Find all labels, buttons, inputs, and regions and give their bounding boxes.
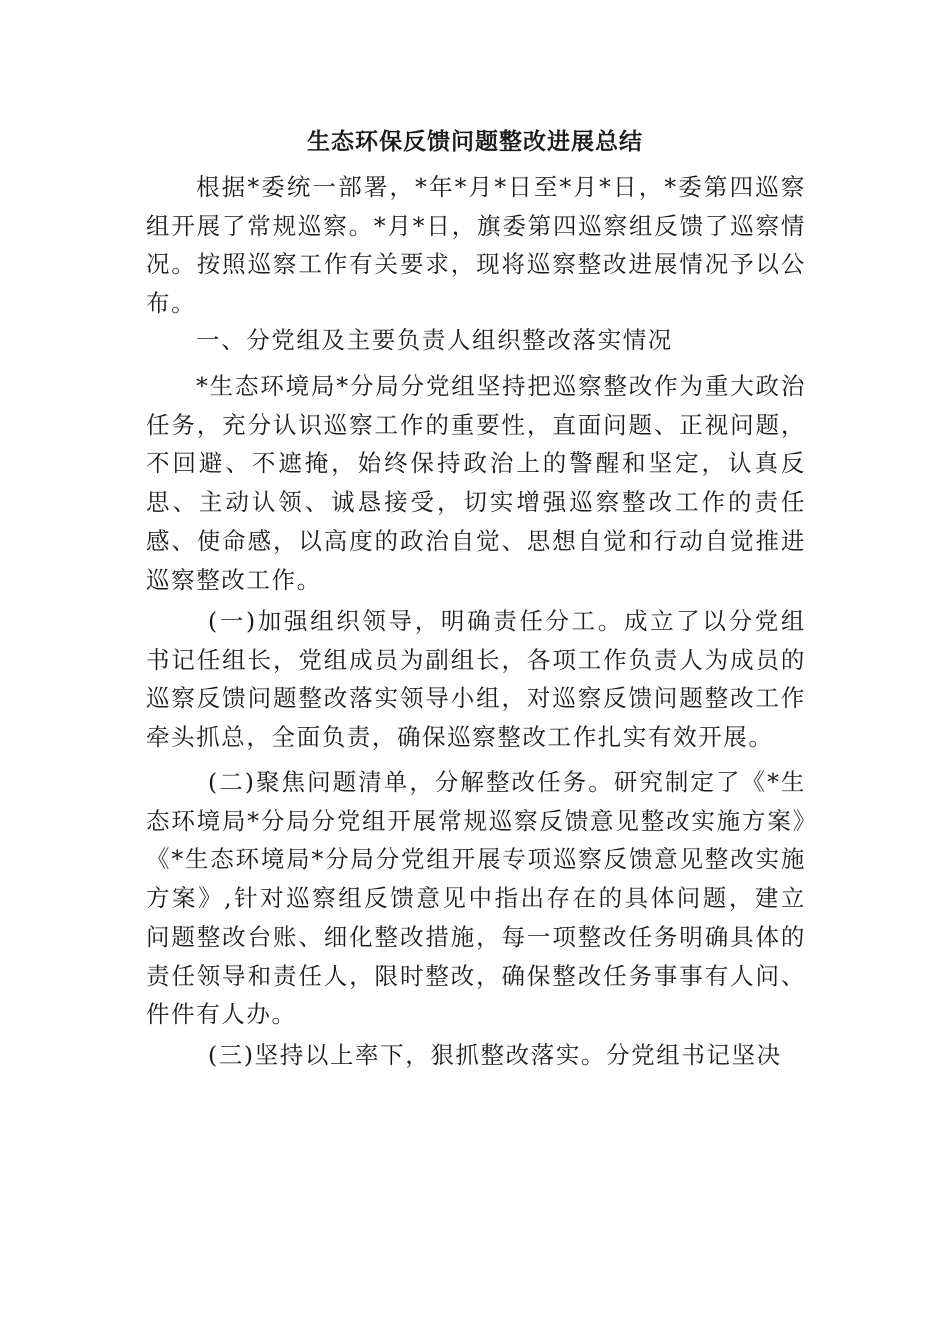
paragraph-item-two: (二)聚焦问题清单，分解整改任务。研究制定了《*生态环境局*分局分党组开展常规巡察反馈意见整改实施方案》《*生态环境局*分局分党组开展专项巡察反馈意见整改实施方案》,针对巡察组反馈意见中指出存在的具体问题，建立问题整改台账、细化整改措施，每一项整改任务明确具体的责任领导和责任人，限时整改，确保整改任务事事有人问、件件有人办。 [146, 768, 806, 1029]
document-title: 生态环保反馈问题整改进展总结 [307, 128, 643, 155]
section-heading-one: 一、分党组及主要负责人组织整改落实情况 [196, 326, 673, 354]
paragraph-intro: 根据*委统一部署，*年*月*日至*月*日，*委第四巡察组开展了常规巡察。*月*日，旗委第四巡察组反馈了巡察情况。按照巡察工作有关要求，现将巡察整改进展情况予以公布。 [146, 173, 806, 318]
paragraph-item-three: (三)坚持以上率下，狠抓整改落实。分党组书记坚决 [208, 1041, 782, 1069]
paragraph-item-one: (一)加强组织领导，明确责任分工。成立了以分党组书记任组长，党组成员为副组长，各项工作负责人为成员的巡察反馈问题整改落实领导小组，对巡察反馈问题整改工作牵头抓总，全面负责，确保巡察整改工作扎实有效开展。 [146, 607, 806, 752]
paragraph-section-one: *生态环境局*分局分党组坚持把巡察整改作为重大政治任务，充分认识巡察工作的重要性，直面问题、正视问题，不回避、不遮掩，始终保持政治上的警醒和坚定，认真反思、主动认领、诚恳接受，切实增强巡察整改工作的责任感、使命感，以高度的政治自觉、思想自觉和行动自觉推进巡察整改工作。 [146, 372, 806, 594]
